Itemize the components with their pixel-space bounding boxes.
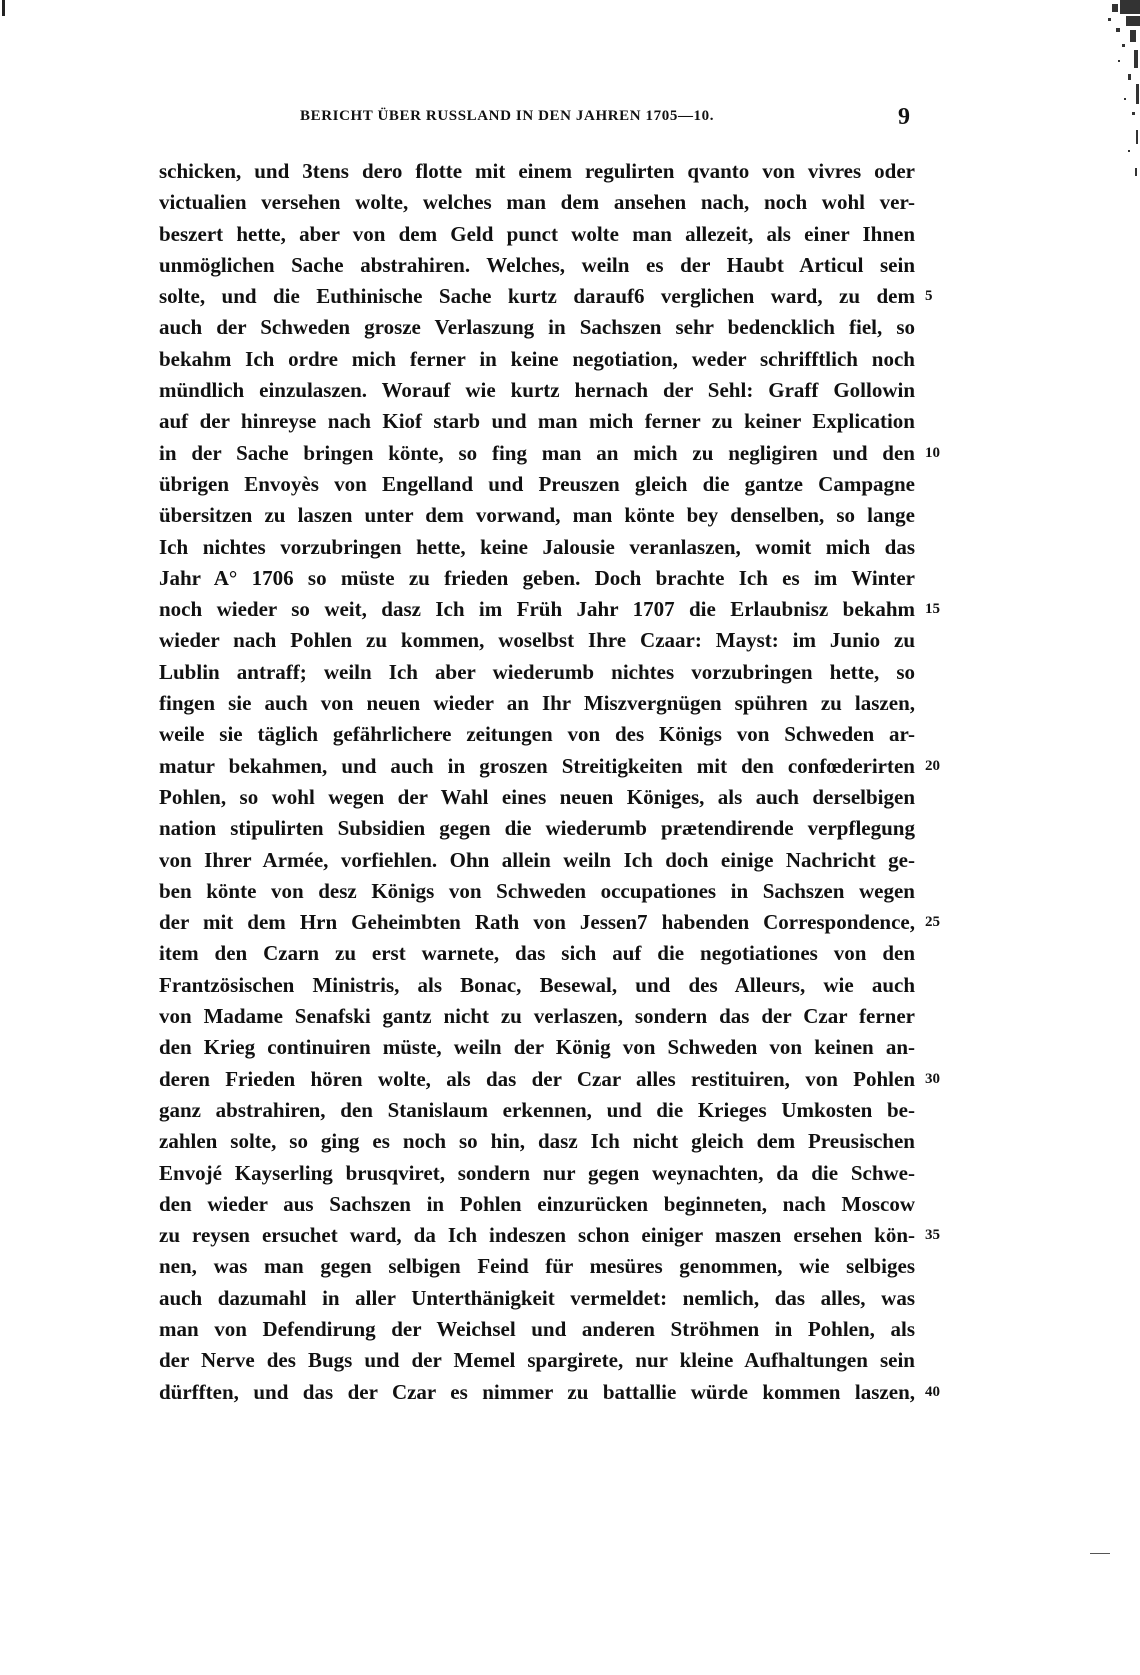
line-text: übersitzen zu laszen unter dem vorwand, man könte bey denselben, so lange — [159, 503, 915, 528]
line-number: 10 — [925, 444, 940, 461]
text-line — [159, 219, 915, 250]
scan-mark-left — [2, 0, 5, 16]
line-text: nation stipulirten Subsidien gegen die wiederumb prætendirende verpflegung — [159, 816, 915, 841]
text-line — [159, 532, 915, 563]
text-line — [159, 813, 915, 844]
text-line — [159, 688, 915, 719]
line-number: 40 — [925, 1383, 940, 1400]
text-line — [159, 845, 915, 876]
text-line — [159, 375, 915, 406]
line-text: matur bekahmen, und auch in groszen Streitigkeiten mit den confœderirten — [159, 753, 915, 778]
line-text: victualien versehen wolte, welches man dem ansehen nach, noch wohl ver- — [159, 190, 915, 215]
line-text: nen, was man gegen selbigen Feind für mesüres genommen, wie selbiges — [159, 1254, 915, 1279]
line-text: den Krieg continuiren müste, weiln der König von Schweden von keinen an- — [159, 1035, 915, 1060]
line-text: unmöglichen Sache abstrahiren. Welches, weiln es der Haubt Articul sein — [159, 252, 915, 277]
text-line — [159, 469, 915, 500]
line-text: Lublin antraff; weiln Ich aber wiederumb nichtes vorzubringen hette, so — [159, 659, 915, 684]
text-line — [159, 1345, 915, 1376]
line-text: zu reysen ersuchet ward, da Ich indeszen schon einiger maszen ersehen kön- — [159, 1223, 915, 1248]
text-line — [159, 1126, 915, 1157]
line-text: zahlen solte, so ging es noch so hin, dasz Ich nicht gleich dem Preusischen — [159, 1129, 915, 1154]
line-text: Envojé Kayserling brusqviret, sondern nur gegen weynachten, da die Schwe- — [159, 1160, 915, 1185]
line-text: auch der Schweden grosze Verlaszung in Sachszen sehr bedencklich fiel, so — [159, 315, 915, 340]
text-line — [159, 156, 915, 187]
text-line — [159, 1158, 915, 1189]
line-text: beszert hette, aber von dem Geld punct wolte man allezeit, als einer Ihnen — [159, 221, 915, 246]
line-text: von Madame Senafski gantz nicht zu verlaszen, sondern das der Czar ferner — [159, 1004, 915, 1029]
text-line — [159, 657, 915, 688]
text-line — [159, 907, 940, 938]
text-line — [159, 1283, 915, 1314]
scan-mark-right-line — [1090, 1553, 1110, 1554]
line-text: weile sie täglich gefährlichere zeitungen von des Königs von Schweden ar- — [159, 722, 915, 747]
line-text: den wieder aus Sachszen in Pohlen einzurücken beginneten, nach Moscow — [159, 1191, 915, 1216]
line-text: fingen sie auch von neuen wieder an Ihr Miszvergnügen spühren zu laszen, — [159, 691, 915, 716]
text-line — [159, 500, 915, 531]
scan-edge-noise — [1050, 0, 1140, 200]
text-line — [159, 782, 915, 813]
text-line — [159, 970, 915, 1001]
line-text: schicken, und 3tens dero flotte mit einem regulirten qvanto von vivres oder — [159, 159, 915, 183]
line-number: 20 — [925, 757, 940, 774]
text-line — [159, 1377, 940, 1408]
line-text: noch wieder so weit, dasz Ich im Früh Jahr 1707 die Erlaubnisz bekahm — [159, 597, 915, 622]
text-line — [159, 594, 940, 625]
line-text: Pohlen, so wohl wegen der Wahl eines neuen Königes, als auch derselbigen — [159, 784, 915, 809]
text-line — [159, 312, 915, 343]
text-line — [159, 281, 933, 312]
line-number: 30 — [925, 1070, 940, 1087]
line-number: 5 — [925, 288, 933, 305]
text-line — [159, 1032, 915, 1063]
line-text: Ich nichtes vorzubringen hette, keine Jalousie veranlaszen, womit mich das — [159, 534, 915, 559]
page-number: 9 — [898, 104, 910, 130]
text-line — [159, 250, 915, 281]
line-number: 15 — [925, 601, 940, 618]
text-line — [159, 1251, 915, 1282]
text-line — [159, 1001, 915, 1032]
line-text: ganz abstrahiren, den Stanislaum erkennen, und die Krieges Umkosten be- — [159, 1097, 915, 1122]
text-line — [159, 1220, 940, 1251]
line-text: solte, und die Euthinische Sache kurtz darauf6 verglichen ward, zu dem — [159, 284, 915, 309]
line-text: auch dazumahl in aller Unterthänigkeit vermeldet: nemlich, das alles, was — [159, 1285, 915, 1310]
line-text: item den Czarn zu erst warnete, das sich auf die negotiationes von den — [159, 941, 915, 966]
text-line — [159, 751, 940, 782]
text-line — [159, 344, 915, 375]
line-text: Frantzösischen Ministris, als Bonac, Besewal, und des Alleurs, wie auch — [159, 972, 915, 997]
line-number: 35 — [925, 1227, 940, 1244]
text-line — [159, 1189, 915, 1220]
line-text: der mit dem Hrn Geheimbten Rath von Jessen7 habenden Correspondence, — [159, 910, 915, 935]
text-line — [159, 406, 915, 437]
body-text — [159, 156, 940, 1408]
line-text: deren Frieden hören wolte, als das der Czar alles restituiren, von Pohlen — [159, 1066, 915, 1091]
text-line — [159, 563, 915, 594]
text-line — [159, 719, 915, 750]
text-line — [159, 1095, 915, 1126]
text-line — [159, 187, 915, 218]
line-text: Jahr A° 1706 so müste zu frieden geben. Doch brachte Ich es im Winter — [159, 565, 915, 590]
page-header — [300, 104, 910, 132]
line-text: übrigen Envoyès von Engelland und Preuszen gleich die gantze Campagne — [159, 471, 915, 496]
text-line — [159, 438, 940, 469]
line-text: wieder nach Pohlen zu kommen, woselbst Ihre Czaar: Mayst: im Junio zu — [159, 628, 915, 653]
text-line — [159, 1064, 940, 1095]
line-text: mündlich einzulaszen. Worauf wie kurtz hernach der Sehl: Graff Gollowin — [159, 378, 915, 403]
line-text: in der Sache bringen könte, so fing man an mich zu negligiren und den — [159, 440, 915, 465]
line-number: 25 — [925, 914, 940, 931]
line-text: dürfften, und das der Czar es nimmer zu battallie würde kommen laszen, — [159, 1379, 915, 1404]
line-text: ben könte von desz Königs von Schweden occupationes in Sachszen wegen — [159, 878, 915, 903]
line-text: der Nerve des Bugs und der Memel spargirete, nur kleine Aufhaltungen sein — [159, 1348, 915, 1373]
text-line — [159, 938, 915, 969]
text-line — [159, 876, 915, 907]
text-line — [159, 1314, 915, 1345]
line-text: von Ihrer Armée, vorfiehlen. Ohn allein weiln Ich doch einige Nachricht ge- — [159, 847, 915, 872]
line-text: man von Defendirung der Weichsel und anderen Ströhmen in Pohlen, als — [159, 1316, 915, 1341]
running-head: BERICHT ÜBER RUSSLAND IN DEN JAHREN 1705—10. — [300, 108, 715, 124]
line-text: auf der hinreyse nach Kiof starb und man mich ferner zu keiner Explication — [159, 409, 915, 434]
line-text: bekahm Ich ordre mich ferner in keine negotiation, weder schrifftlich noch — [159, 346, 915, 371]
text-line — [159, 625, 915, 656]
